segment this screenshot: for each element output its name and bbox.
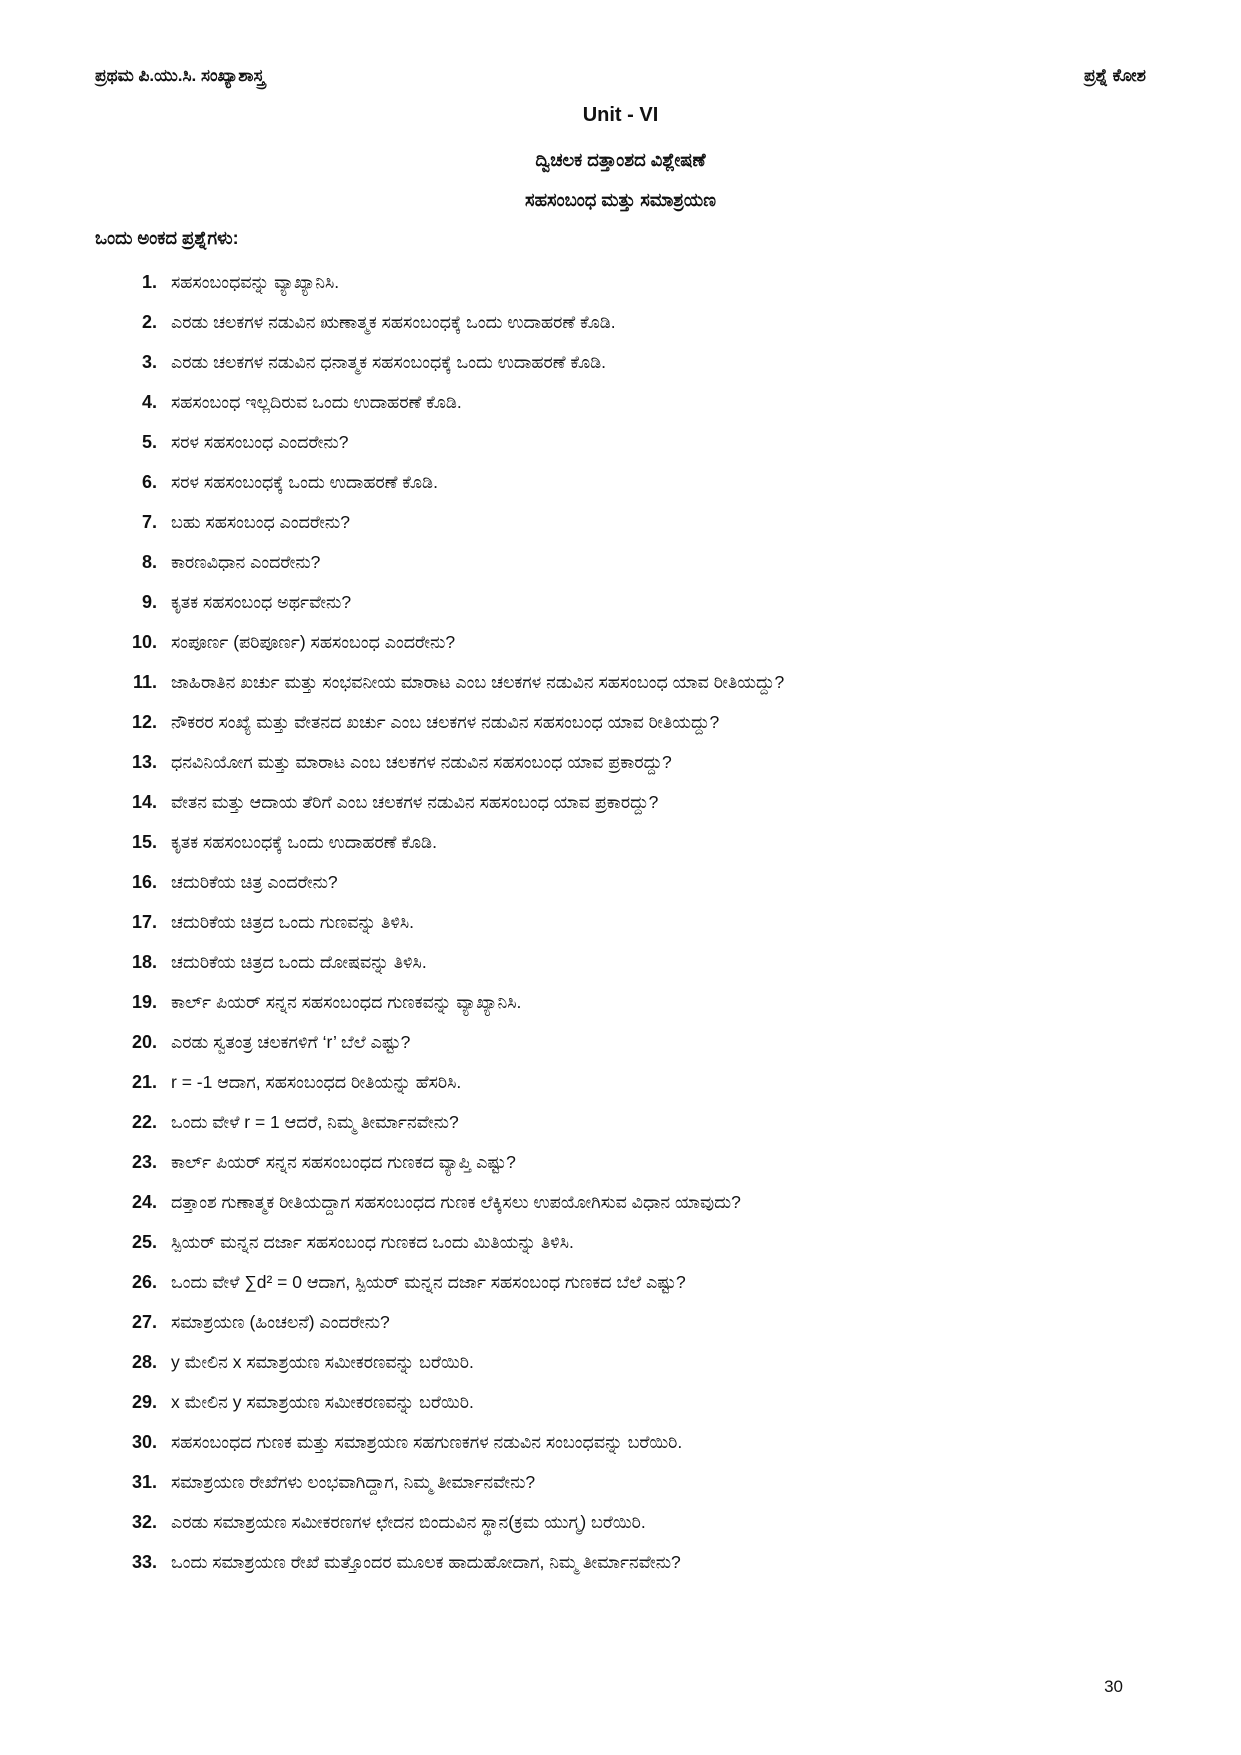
question-number: 17. [131,912,157,932]
questions-list [95,262,1181,1582]
question-row [95,702,1181,742]
question-text: ಎರಡು ಸಮಾಶ್ರಯಣ ಸಮೀಕರಣಗಳ ಛೇದನ ಬಿಂದುವಿನ ಸ್ಥಾನ(ಕ್ರಮ ಯುಗ್ಮ) ಬರೆಯಿರಿ. [171,1512,646,1532]
question-row [95,622,1181,662]
question-row [95,742,1181,782]
question-row [95,1502,1181,1542]
question-number: 18. [131,952,157,972]
question-number: 29. [131,1392,157,1412]
question-number: 15. [131,832,157,852]
question-number: 1. [141,272,157,292]
question-text: ಚದುರಿಕೆಯ ಚಿತ್ರದ ಒಂದು ದೋಷವನ್ನು ತಿಳಿಸಿ. [171,952,427,972]
question-number: 28. [131,1352,157,1372]
question-number: 6. [141,472,157,492]
question-row [95,582,1181,622]
question-number: 33. [131,1552,157,1572]
question-text: ಚದುರಿಕೆಯ ಚಿತ್ರ ಎಂದರೇನು? [171,872,338,892]
question-row [95,542,1181,582]
question-row [95,1142,1181,1182]
question-number: 11. [132,672,157,692]
question-row [95,1342,1181,1382]
question-text: ಕಾರ್ಲ್ ಪಿಯರ್ ಸನ್ನನ ಸಹಸಂಬಂಧದ ಗುಣಕವನ್ನು ವ್ಯಾಖ್ಯಾನಿಸಿ. [171,992,522,1012]
question-row [95,982,1181,1022]
question-text: ಬಹು ಸಹಸಂಬಂಧ ಎಂದರೇನು? [171,512,350,532]
question-number: 10. [131,632,157,652]
question-row [95,1022,1181,1062]
question-text: x ಮೇಲಿನ y ಸಮಾಶ್ರಯಣ ಸಮೀಕರಣವನ್ನು ಬರೆಯಿರಿ. [171,1392,474,1412]
question-row [95,1262,1181,1302]
question-row [95,342,1181,382]
question-row [95,422,1181,462]
question-number: 16. [131,872,157,892]
question-number: 22. [131,1112,157,1132]
question-number: 8. [141,552,157,572]
question-text: y ಮೇಲಿನ x ಸಮಾಶ್ರಯಣ ಸಮೀಕರಣವನ್ನು ಬರೆಯಿರಿ. [171,1352,474,1372]
chapter-subtitle: ಸಹಸಂಬಂಧ ಮತ್ತು ಸಮಾಶ್ರಯಣ [525,190,716,210]
question-number: 21. [131,1072,157,1092]
question-text: ಎರಡು ಸ್ವತಂತ್ರ ಚಲಕಗಳಿಗೆ ‘r’ ಬೆಲೆ ಎಷ್ಟು? [171,1032,411,1052]
question-number: 4. [141,392,157,412]
question-text: ಜಾಹಿರಾತಿನ ಖರ್ಚು ಮತ್ತು ಸಂಭವನೀಯ ಮಾರಾಟ ಎಂಬ ಚಲಕಗಳ ನಡುವಿನ ಸಹಸಂಬಂಧ ಯಾವ ರೀತಿಯದ್ದು? [171,672,785,692]
question-text: ಸ್ಪಿಯರ್ ಮನ್ನನ ದರ್ಜಾ ಸಹಸಂಬಂಧ ಗುಣಕದ ಒಂದು ಮಿತಿಯನ್ನು ತಿಳಿಸಿ. [171,1232,574,1252]
question-text: ಧನವಿನಿಯೋಗ ಮತ್ತು ಮಾರಾಟ ಎಂಬ ಚಲಕಗಳ ನಡುವಿನ ಸಹಸಂಬಂಧ ಯಾವ ಪ್ರಕಾರದ್ದು? [171,752,672,772]
question-text: ಸಹಸಂಬಂಧ ಇಲ್ಲದಿರುವ ಒಂದು ಉದಾಹರಣೆ ಕೊಡಿ. [171,392,462,412]
question-row [95,1542,1181,1582]
question-row [95,1422,1181,1462]
question-number: 3. [141,352,157,372]
question-number: 25. [131,1232,157,1252]
question-text: ಸಮಾಶ್ರಯಣ (ಹಿಂಚಲನೆ) ಎಂದರೇನು? [171,1312,390,1332]
question-text: r = -1 ಆದಾಗ, ಸಹಸಂಬಂಧದ ರೀತಿಯನ್ನು ಹೆಸರಿಸಿ. [171,1072,462,1092]
question-number: 31. [131,1472,157,1492]
question-row [95,1462,1181,1502]
question-text: ಕಾರಣವಿಧಾನ ಎಂದರೇನು? [171,552,321,572]
question-text: ಸರಳ ಸಹಸಂಬಂಧಕ್ಕೆ ಒಂದು ಉದಾಹರಣೆ ಕೊಡಿ. [171,472,438,492]
question-text: ನೌಕರರ ಸಂಖ್ಯೆ ಮತ್ತು ವೇತನದ ಖರ್ಚು ಎಂಬ ಚಲಕಗಳ ನಡುವಿನ ಸಹಸಂಬಂಧ ಯಾವ ರೀತಿಯದ್ದು? [171,712,720,732]
question-number: 20. [131,1032,157,1052]
question-number: 19. [131,992,157,1012]
question-row [95,262,1181,302]
question-text: ಕಾರ್ಲ್ ಪಿಯರ್ ಸನ್ನನ ಸಹಸಂಬಂಧದ ಗುಣಕದ ವ್ಯಾಪ್ತಿ ಎಷ್ಟು? [171,1152,516,1172]
section-heading: ಒಂದು ಅಂಕದ ಪ್ರಶ್ನೆಗಳು: [95,228,239,248]
question-text: ವೇತನ ಮತ್ತು ಆದಾಯ ತೆರಿಗೆ ಎಂಬ ಚಲಕಗಳ ನಡುವಿನ ಸಹಸಂಬಂಧ ಯಾವ ಪ್ರಕಾರದ್ದು? [171,792,659,812]
question-row [95,902,1181,942]
page-number: 30 [1104,1677,1123,1696]
question-number: 5. [141,432,157,452]
question-number: 9. [141,592,157,612]
question-row [95,1182,1181,1222]
question-text: ಸಹಸಂಬಂಧದ ಗುಣಕ ಮತ್ತು ಸಮಾಶ್ರಯಣ ಸಹಗುಣಕಗಳ ನಡುವಿನ ಸಂಬಂಧವನ್ನು ಬರೆಯಿರಿ. [171,1432,683,1452]
question-number: 32. [131,1512,157,1532]
question-row [95,862,1181,902]
question-row [95,1222,1181,1262]
question-text: ಸರಳ ಸಹಸಂಬಂಧ ಎಂದರೇನು? [171,432,349,452]
question-number: 13. [131,752,157,772]
question-row [95,782,1181,822]
question-text: ಎರಡು ಚಲಕಗಳ ನಡುವಿನ ಋಣಾತ್ಮಕ ಸಹಸಂಬಂಧಕ್ಕೆ ಒಂದು ಉದಾಹರಣೆ ಕೊಡಿ. [171,312,616,332]
question-number: 24. [131,1192,157,1212]
question-text: ಕೃತಕ ಸಹಸಂಬಂಧ ಅರ್ಥವೇನು? [171,592,352,612]
question-text: ಒಂದು ವೇಳೆ r = 1 ಆದರೆ, ನಿಮ್ಮ ತೀರ್ಮಾನವೇನು? [171,1112,459,1132]
question-text: ಸಂಪೂರ್ಣ (ಪರಿಪೂರ್ಣ) ಸಹಸಂಬಂಧ ಎಂದರೇನು? [171,632,456,652]
question-number: 23. [131,1152,157,1172]
question-row [95,662,1181,702]
question-number: 30. [131,1432,157,1452]
question-number: 12. [131,712,157,732]
question-row [95,382,1181,422]
question-row [95,502,1181,542]
question-text: ಕೃತಕ ಸಹಸಂಬಂಧಕ್ಕೆ ಒಂದು ಉದಾಹರಣೆ ಕೊಡಿ. [171,832,437,852]
question-row [95,822,1181,862]
question-row [95,1102,1181,1142]
question-number: 7. [141,512,157,532]
question-text: ಎರಡು ಚಲಕಗಳ ನಡುವಿನ ಧನಾತ್ಮಕ ಸಹಸಂಬಂಧಕ್ಕೆ ಒಂದು ಉದಾಹರಣೆ ಕೊಡಿ. [171,352,607,372]
question-text: ಚದುರಿಕೆಯ ಚಿತ್ರದ ಒಂದು ಗುಣವನ್ನು ತಿಳಿಸಿ. [171,912,415,932]
question-row [95,1382,1181,1422]
question-number: 26. [131,1272,157,1292]
question-text: ಒಂದು ವೇಳೆ ∑d² = 0 ಆದಾಗ, ಸ್ಪಿಯರ್ ಮನ್ನನ ದರ್ಜಾ ಸಹಸಂಬಂಧ ಗುಣಕದ ಬೆಲೆ ಎಷ್ಟು? [171,1272,686,1292]
header-right-text: ಪ್ರಶ್ನೆ ಕೋಶ [1083,66,1146,85]
question-number: 2. [141,312,157,332]
chapter-title: ದ್ವಿಚಲಕ ದತ್ತಾಂಶದ ವಿಶ್ಲೇಷಣೆ [535,150,706,170]
question-text: ಸಮಾಶ್ರಯಣ ರೇಖೆಗಳು ಲಂಭವಾಗಿದ್ದಾಗ, ನಿಮ್ಮ ತೀರ್ಮಾನವೇನು? [171,1472,536,1492]
question-row [95,462,1181,502]
question-text: ದತ್ತಾಂಶ ಗುಣಾತ್ಮಕ ರೀತಿಯದ್ದಾಗ ಸಹಸಂಬಂಧದ ಗುಣಕ ಲೆಕ್ಕಿಸಲು ಉಪಯೋಗಿಸುವ ವಿಧಾನ ಯಾವುದು? [171,1192,741,1212]
question-row [95,1062,1181,1102]
question-number: 27. [131,1312,157,1332]
question-row [95,1302,1181,1342]
question-number: 14. [131,792,157,812]
unit-title: Unit - VI [582,104,659,126]
page-header [95,66,1146,86]
question-text: ಒಂದು ಸಮಾಶ್ರಯಣ ರೇಖೆ ಮತ್ತೊಂದರ ಮೂಲಕ ಹಾದುಹೋದಾಗ, ನಿಮ್ಮ ತೀರ್ಮಾನವೇನು? [171,1552,681,1572]
question-row [95,942,1181,982]
question-row [95,302,1181,342]
question-text: ಸಹಸಂಬಂಧವನ್ನು ವ್ಯಾಖ್ಯಾನಿಸಿ. [171,272,340,292]
header-left-text: ಪ್ರಥಮ ಪಿ.ಯು.ಸಿ. ಸಂಖ್ಯಾಶಾಸ್ತ್ರ [95,66,265,85]
